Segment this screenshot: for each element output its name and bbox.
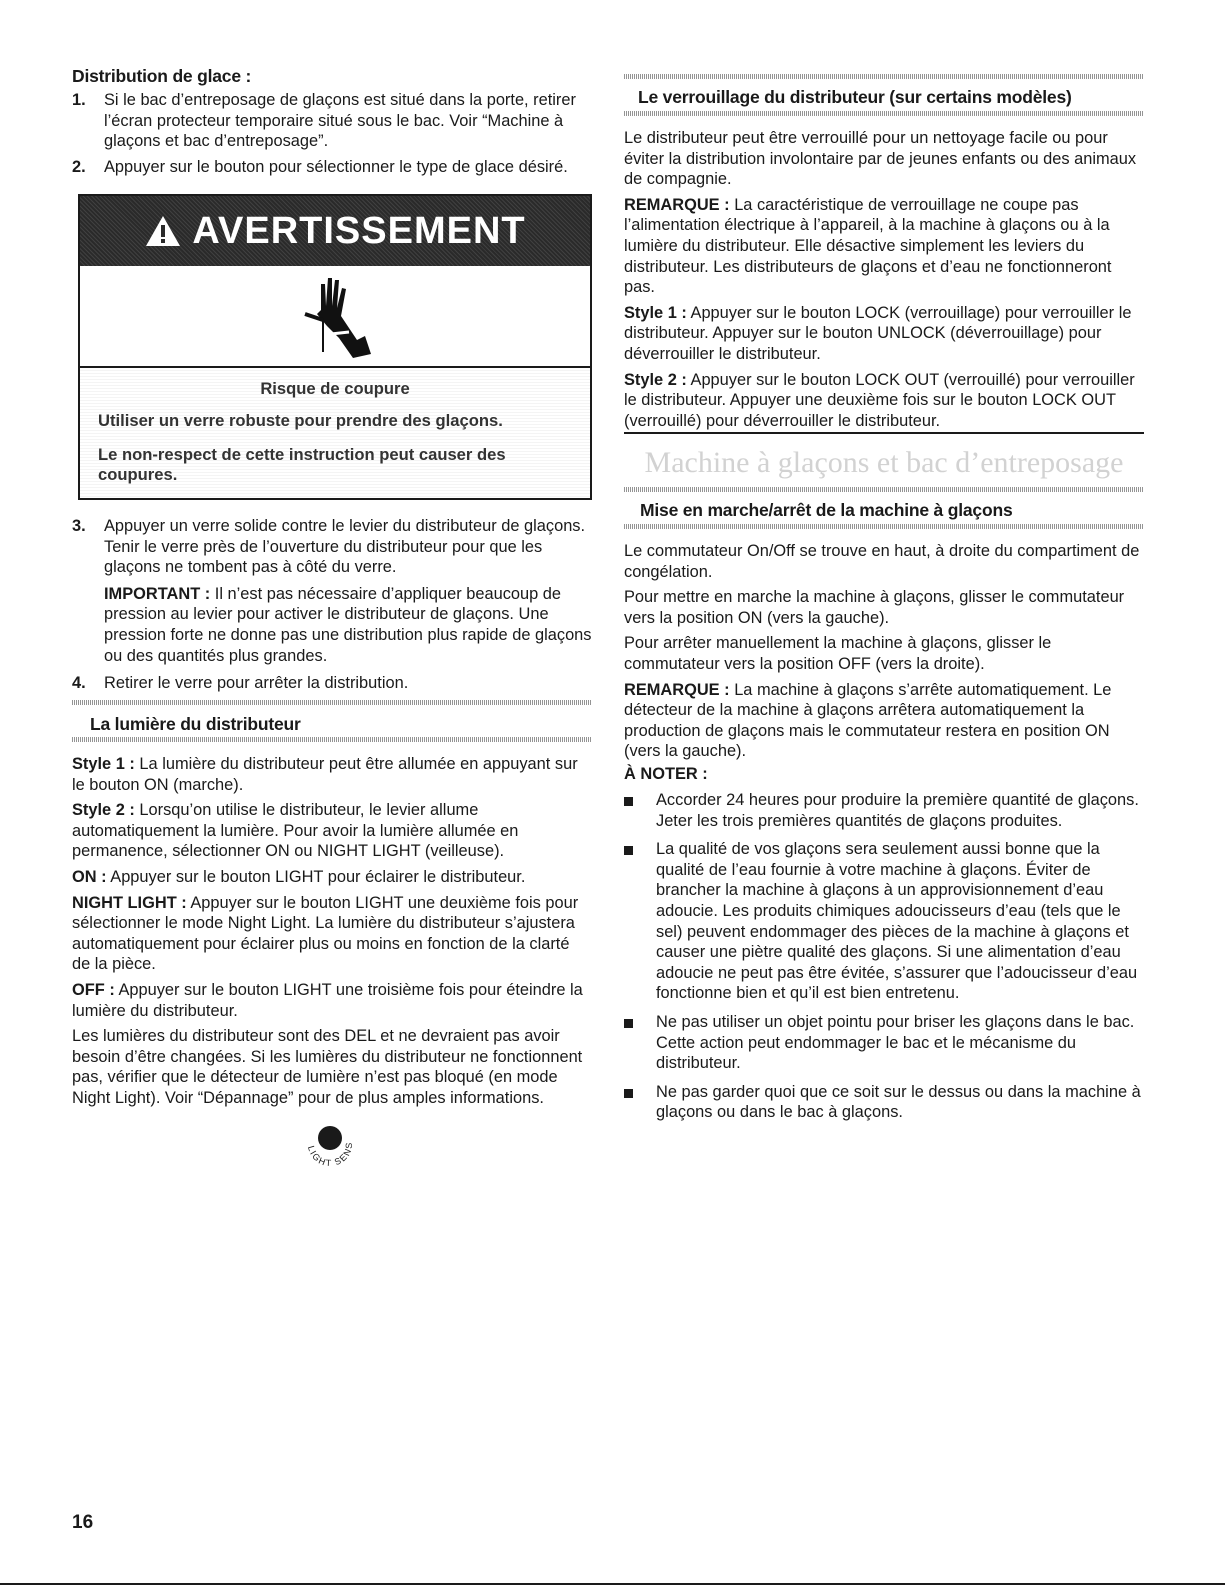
ice-dispensing-heading: Distribution de glace : — [72, 66, 252, 86]
paragraph: Pour mettre en marche la machine à glaçons, glisser le commutateur vers la position ON (vers la gauche). — [624, 588, 1125, 627]
paragraph: Pour arrêter manuellement la machine à glaçons, glisser le commutateur vers la position OFF (vers la droite). — [624, 634, 1052, 673]
paragraph: Style 2 : Lorsqu’on utilise le distributeur, le levier allume automatiquement la lumière. Pour avoir la lumière allumée en permanence, sélectionner ON ou NIGHT LIGHT (veilleuse). — [72, 801, 519, 861]
hatch-divider — [72, 737, 592, 742]
dispenser-light-heading: La lumière du distributeur — [90, 714, 301, 734]
paragraph: Style 1 : Appuyer sur le bouton LOCK (verrouillage) pour verrouiller le distributeur. Appuyer sur le bouton UNLOCK (déverrouillage) pour déverrouiller le distributeur. — [624, 303, 1132, 363]
warning-body — [80, 368, 590, 500]
paragraph: NIGHT LIGHT : Appuyer sur le bouton LIGHT une deuxième fois pour sélectionner le mode Night Light. La lumière du distributeur s’ajustera automatiquement pour éclairer plus ou moins en fonction de la clarté de la pièce. — [72, 893, 579, 974]
dispenser-lock-heading: Le verrouillage du distributeur (sur certains modèles) — [638, 87, 1072, 107]
warning-triangle-icon — [144, 214, 182, 248]
light-sensor-icon — [298, 1122, 362, 1186]
paragraph: Style 1 : La lumière du distributeur peut être allumée en appuyant sur le bouton ON (marche). — [72, 755, 578, 794]
page-number: 16 — [72, 1512, 94, 1533]
note-heading: À NOTER : — [624, 765, 708, 783]
dispenser-light-text — [72, 754, 592, 1109]
dispenser-lock-text — [624, 128, 1144, 431]
warning-line-2: Le non-respect de cette instruction peut causer des coupures. — [98, 445, 506, 484]
step-2: 2. Appuyer sur le bouton pour sélectionner le type de glace désiré. — [72, 157, 568, 176]
warning-banner — [80, 196, 590, 266]
notes-list — [624, 790, 1144, 1123]
bullet-icon — [624, 797, 633, 806]
steps-list-a — [72, 90, 592, 177]
hatch-divider — [624, 74, 1144, 79]
section-rule — [624, 432, 1144, 434]
hatch-divider — [624, 524, 1144, 529]
bullet-icon — [624, 846, 633, 855]
on-off-text — [624, 541, 1144, 762]
paragraph: Le commutateur On/Off se trouve en haut, à droite du compartiment de congélation. — [624, 542, 1140, 581]
step-4: 4. Retirer le verre pour arrêter la distribution. — [72, 674, 409, 693]
ice-maker-section-title: Machine à glaçons et bac d’entreposage — [644, 446, 1124, 479]
paragraph: Les lumières du distributeur sont des DEL et ne devraient pas avoir besoin d’être changées. Si les lumières du distributeur ne fonctionnent pas, vérifier que le détecteur de lumière n’est pas bloqué (en mode Night Light). Voir “Dépannage” pour de plus amples informations. — [72, 1027, 583, 1107]
paragraph: OFF : Appuyer sur le bouton LIGHT une troisième fois pour éteindre la lumière du distributeur. — [72, 980, 583, 1020]
list-item: Accorder 24 heures pour produire la première quantité de glaçons. Jeter les trois premières quantités de glaçons produites. — [624, 790, 1144, 831]
hatch-divider — [624, 487, 1144, 492]
warning-title: AVERTISSEMENT — [192, 209, 526, 252]
steps-list-b — [72, 516, 592, 694]
step-3: 3. Appuyer un verre solide contre le levier du distributeur de glaçons. Tenir le verre près de l’ouverture du distributeur pour que les glaçons ne tombent pas à côté du verre. IMPORTANT : Il n’est pas nécessaire d’appliquer beaucoup de pression au levier pour activer le distributeur de glaçons. Une pression forte ne donne pas une distribution plus rapide de glaçons ou des quantités plus grandes. — [72, 517, 592, 665]
cut-hand-icon — [301, 274, 373, 358]
paragraph: REMARQUE : La caractéristique de verrouillage ne coupe pas l’alimentation électrique à l’appareil, à la machine à glaçons ou à la lumière du distributeur. Elle désactive simplement les leviers du distributeur. Les distributeurs de glaçons et d’eau ne fonctionneront pas. — [624, 195, 1112, 297]
warning-box — [78, 194, 592, 500]
warning-line-1: Utiliser un verre robuste pour prendre des glaçons. — [98, 411, 503, 430]
paragraph: ON : Appuyer sur le bouton LIGHT pour éclairer le distributeur. — [72, 867, 526, 886]
bullet-icon — [624, 1089, 633, 1098]
hatch-divider — [72, 700, 592, 705]
bullet-icon — [624, 1019, 633, 1028]
paragraph: REMARQUE : La machine à glaçons s’arrête automatiquement. Le détecteur de la machine à glaçons arrêtera automatiquement la production de glaçons mais le commutateur restera en position ON (vers la gauche). — [624, 680, 1112, 761]
list-item: La qualité de vos glaçons sera seulement aussi bonne que la qualité de l’eau fournie à votre machine à glaçons. Éviter de brancher la machine à glaçons à un approvisionnement d’eau adoucie. Les produits chimiques adoucisseurs d’eau (tels que le sel) peuvent endommager des pièces de la machine à glaçons et causer une piètre qualité des glaçons. Si une alimentation d’eau adoucie ne peut pas être évitée, s’assurer que l’adoucisseur d’eau fonctionne bien et qu’il est bien entretenu. — [624, 839, 1144, 1004]
paragraph: Le distributeur peut être verrouillé pour un nettoyage facile ou pour éviter la distribution involontaire par de jeunes enfants ou des animaux de compagnie. — [624, 129, 1137, 189]
on-off-heading: Mise en marche/arrêt de la machine à glaçons — [640, 500, 1013, 520]
list-item: Ne pas garder quoi que ce soit sur le dessus ou dans la machine à glaçons ou dans le bac à glaçons. — [624, 1082, 1144, 1123]
warning-subtitle: Risque de coupure — [260, 379, 410, 398]
paragraph: Style 2 : Appuyer sur le bouton LOCK OUT (verrouillé) pour verrouiller le distributeur. Appuyer une deuxième fois sur le bouton LOCK OUT (verrouillé) pour déverrouiller le distributeur. — [624, 370, 1135, 430]
list-item: Ne pas utiliser un objet pointu pour briser les glaçons dans le bac. Cette action peut endommager le bac et le mécanisme du distributeur. — [624, 1012, 1144, 1074]
step-1: 1. Si le bac d’entreposage de glaçons est situé dans la porte, retirer l’écran protecteur temporaire situé sous le bac. Voir “Machine à glaçons et bac d’entreposage”. — [72, 91, 576, 151]
light-sensor-label: LIGHT SENS — [306, 1140, 355, 1169]
hatch-divider — [624, 111, 1144, 116]
cut-hazard-pictogram — [80, 266, 590, 368]
important-note: IMPORTANT : Il n’est pas nécessaire d’appliquer beaucoup de pression au levier pour activer le distributeur de glaçons. Une pression forte ne donne pas une distribution plus rapide de glaçons ou des quantités plus grandes. — [104, 584, 592, 665]
